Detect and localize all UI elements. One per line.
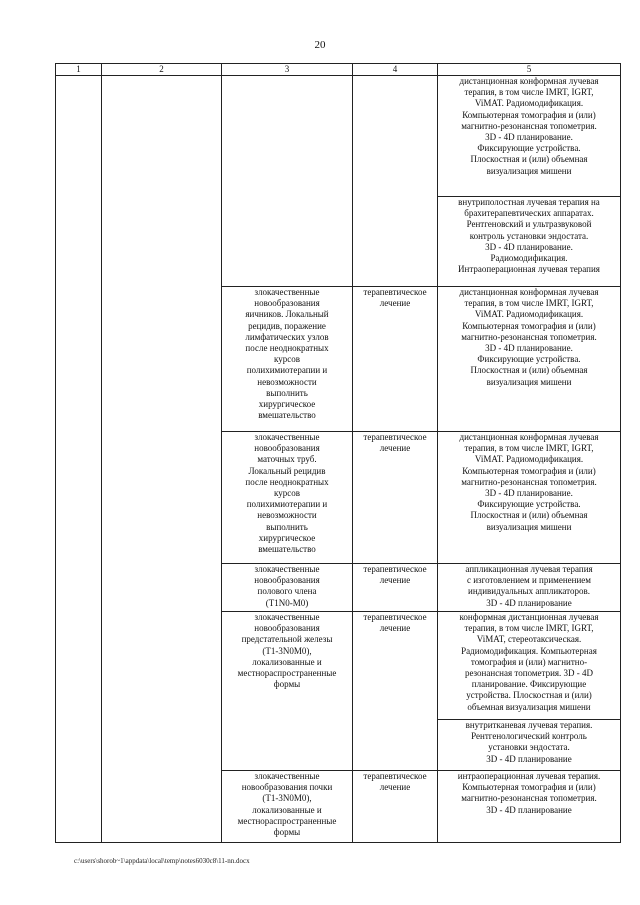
method-cell: интраоперационная лучевая терапия. Компьютерная томография и (или) магнитно-резонансная топометрия. 3D - 4D планирование [438, 771, 621, 843]
disease-cell: злокачественные новообразования почки (T1-3N0M0), локализованные и местнораспространенные формы [222, 771, 353, 843]
document-table [55, 63, 621, 843]
disease-cell: злокачественные новообразования полового члена (T1N0-M0) [222, 564, 353, 612]
treatment-cell: терапевтическое лечение [353, 612, 438, 771]
method-cell: дистанционная конформная лучевая терапия, в том числе IMRT, IGRT, ViMAT. Радиомодификация. Компьютерная томография и (или) магнитно-резонансная топометрия. 3D - 4D планирование. Фиксирующие устройства. Плоскостная и (или) объемная визуализация мишени [438, 76, 621, 197]
treatment-cell: терапевтическое лечение [353, 287, 438, 432]
disease-cell [222, 76, 353, 287]
disease-cell: злокачественные новообразования яичников. Локальный рецидив, поражение лимфатических узлов после неоднократных курсов полихимиотерапии и невозможности выполнить хирургическое вмешательство [222, 287, 353, 432]
method-cell: аппликационная лучевая терапия с изготовлением и применением индивидуальных аппликаторов. 3D - 4D планирование [438, 564, 621, 612]
disease-cell: злокачественные новообразования маточных труб. Локальный рецидив после неоднократных курсов полихимиотерапии и невозможности выполнить хирургическое вмешательство [222, 432, 353, 564]
table-row [56, 76, 621, 197]
method-cell: дистанционная конформная лучевая терапия, в том числе IMRT, IGRT, ViMAT. Радиомодификация. Компьютерная томография и (или) магнитно-резонансная топометрия. 3D - 4D планирование. Фиксирующие устройства. Плоскостная и (или) объемная визуализация мишени [438, 287, 621, 432]
method-cell: внутритканевая лучевая терапия. Рентгенологический контроль установки эндостата. 3D - 4D планирование [438, 720, 621, 771]
col2-cell [102, 76, 222, 843]
method-cell: внутриполостная лучевая терапия на брахитерапевтических аппаратах. Рентгеновский и ультразвуковой контроль установки эндостата. 3D - 4D планирование. Радиомодификация. Интраоперационная лучевая терапия [438, 197, 621, 287]
disease-cell: злокачественные новообразования предстательной железы (T1-3N0M0), локализованные и местнораспространенные формы [222, 612, 353, 771]
treatment-cell: терапевтическое лечение [353, 771, 438, 843]
file-path-footer: c:\users\shorob~1\appdata\local\temp\notes6030c8\11-nn.docx [74, 857, 250, 865]
treatment-cell [353, 76, 438, 287]
column-number: 1 [56, 64, 102, 76]
treatment-cell: терапевтическое лечение [353, 564, 438, 612]
column-number: 3 [222, 64, 353, 76]
treatment-cell: терапевтическое лечение [353, 432, 438, 564]
column-number: 2 [102, 64, 222, 76]
method-cell: конформная дистанционная лучевая терапия, в том числе IMRT, IGRT, ViMAT, стереотаксическая. Радиомодификация. Компьютерная томография и (или) магнитно- резонансная топометрия. 3D - 4D планирование. Фиксирующие устройства. Плоскостная и (или) объемная визуализация мишени [438, 612, 621, 720]
column-number: 5 [438, 64, 621, 76]
method-cell: дистанционная конформная лучевая терапия, в том числе IMRT, IGRT, ViMAT. Радиомодификация. Компьютерная томография и (или) магнитно-резонансная топометрия. 3D - 4D планирование. Фиксирующие устройства. Плоскостная и (или) объемная визуализация мишени [438, 432, 621, 564]
column-number-row [56, 64, 621, 76]
col1-cell [56, 76, 102, 843]
column-number: 4 [353, 64, 438, 76]
page-number: 20 [314, 39, 326, 51]
